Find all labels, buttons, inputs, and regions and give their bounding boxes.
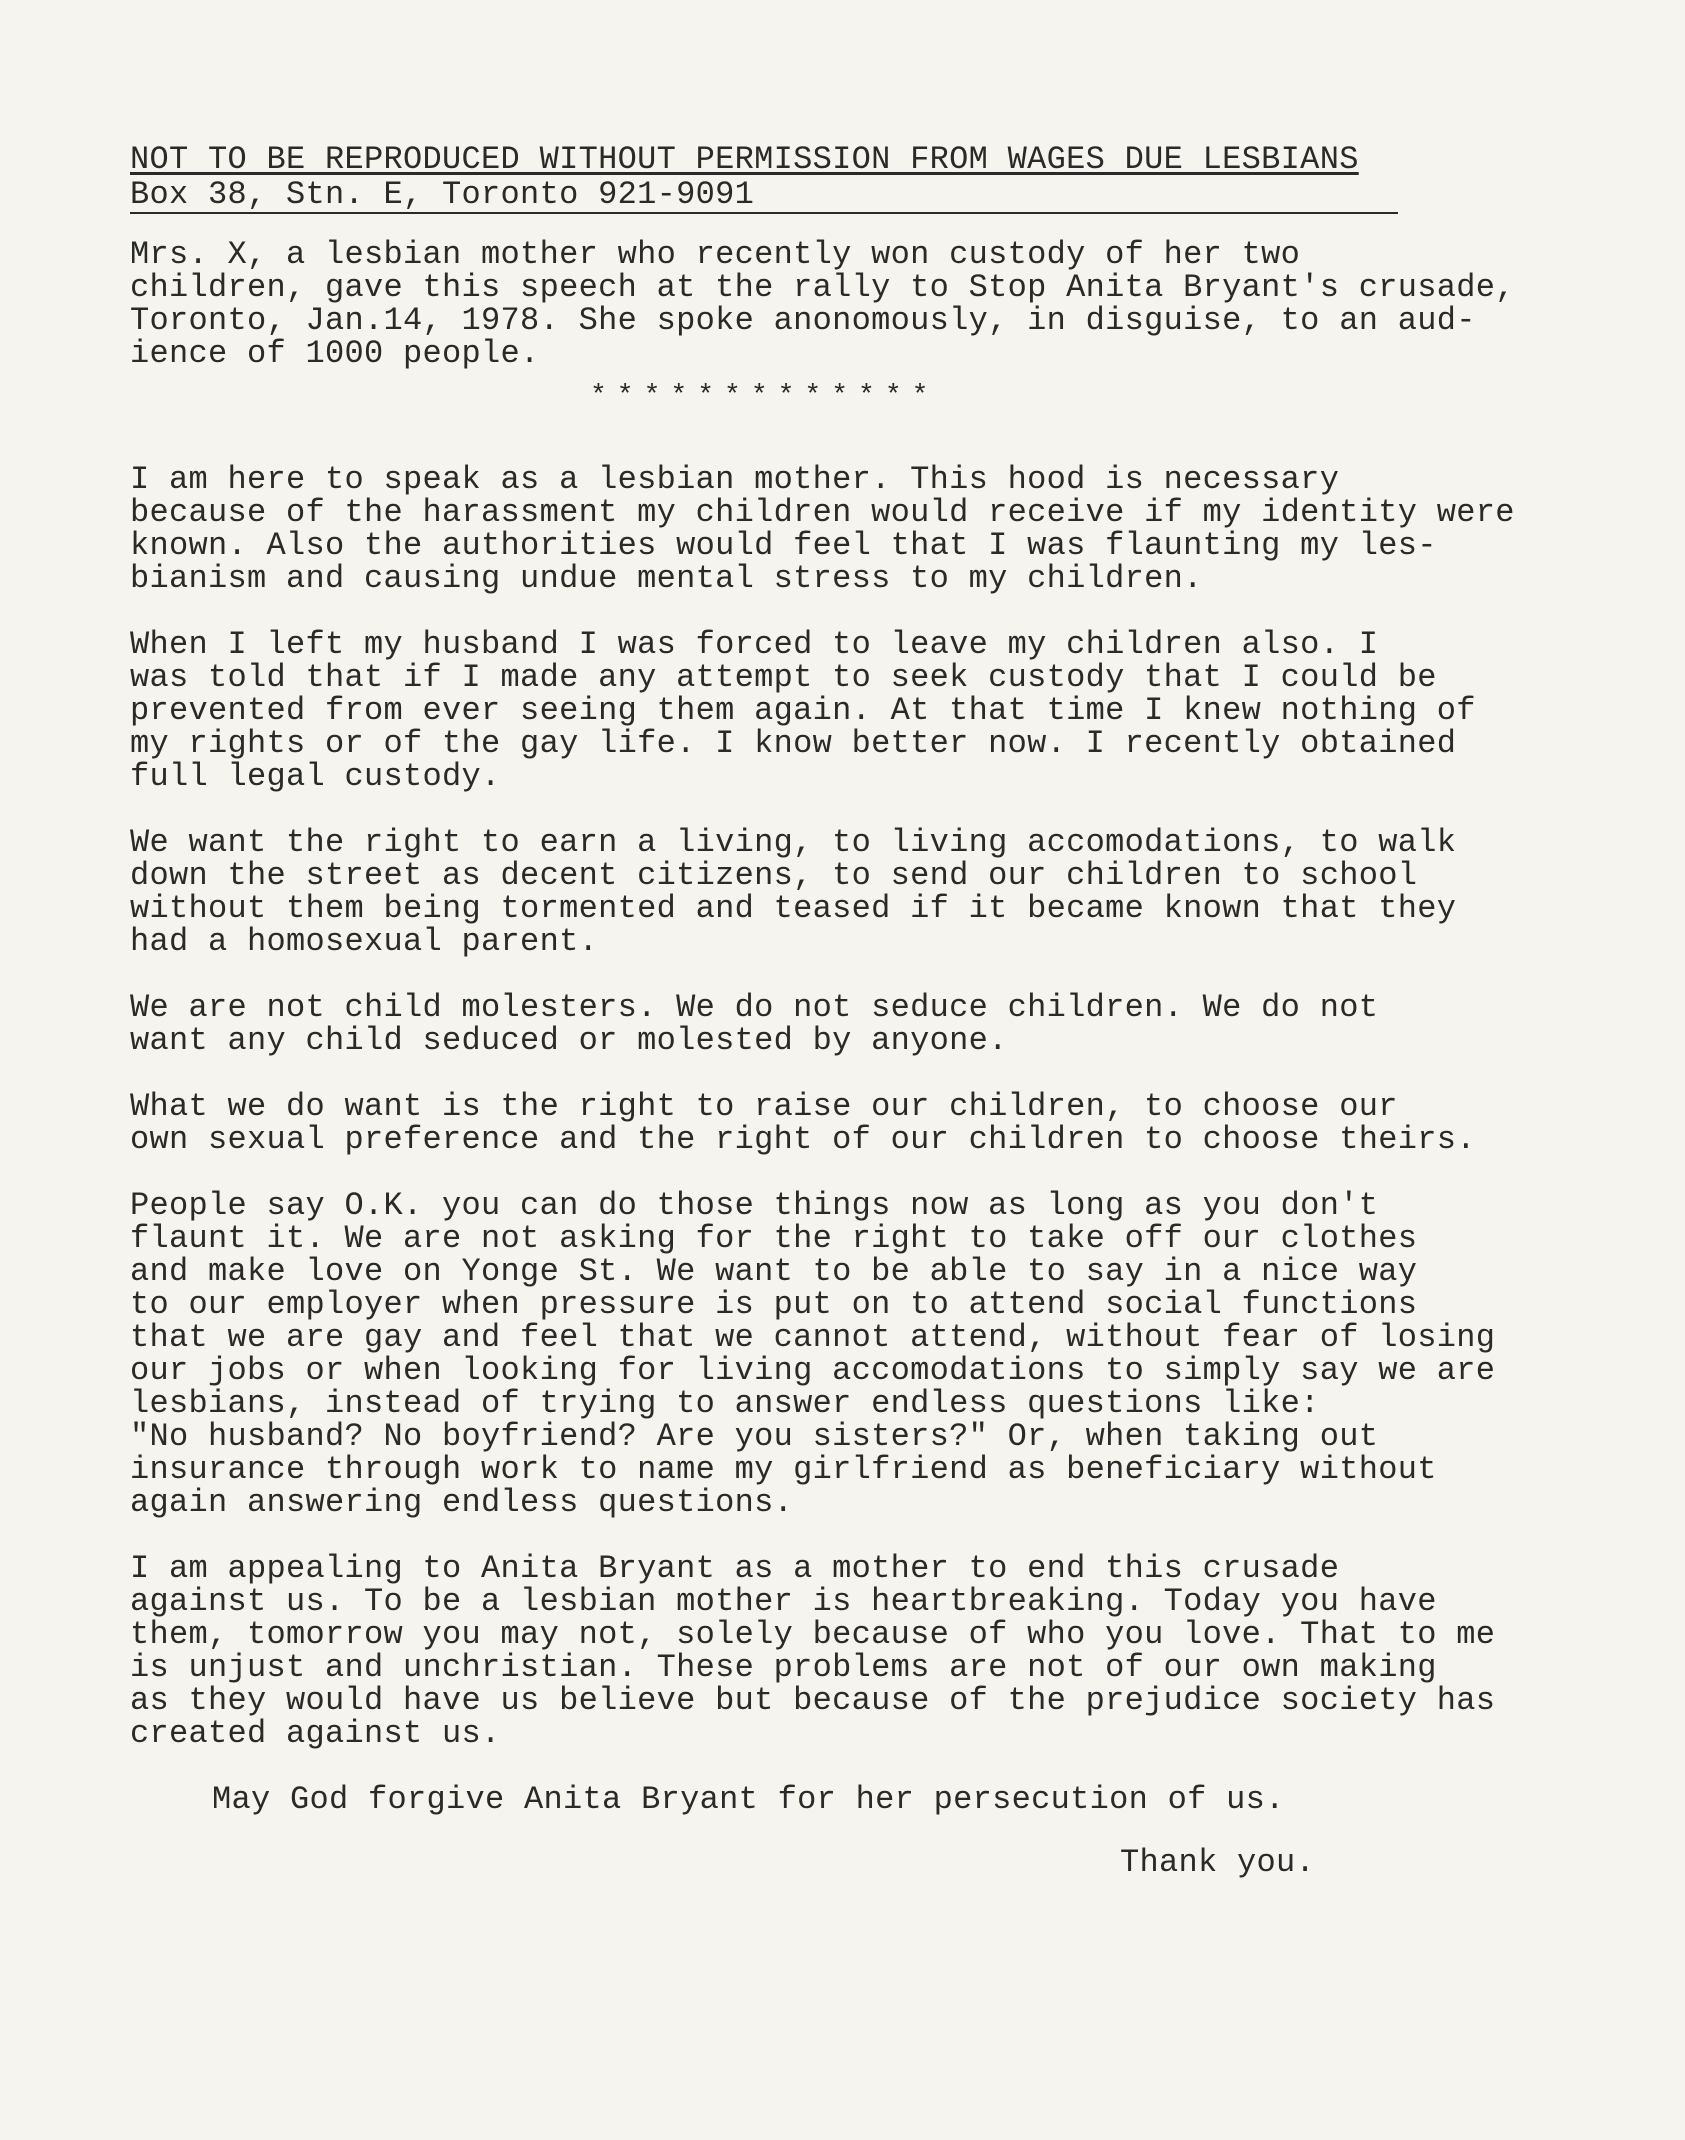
paragraph-flaunt: People say O.K. you can do those things now as long as you don't flaunt it. We are not asking for the right to take off our clothes and make love on Yonge St. We want to be able to say in a nice way to our employer when pressure is put on to attend social functions that we are gay and feel that we cannot attend, without fear of losing our jobs or when looking for living accomodations to simply say we are lesbians, instead of trying to answer endless questions like: "No husband? No boyfriend? Are you sisters?" Or, when taking out insurance through work to name my girlfriend as beneficiary without again answering endless questions. xyxy=(130,1187,1496,1521)
paragraph-custody: When I left my husband I was forced to leave my children also. I was told that if I made any attempt to seek custody that I could be prevented from ever seeing them again. At that time I knew nothing of my rights or of the gay life. I know better now. I recently obtained full legal custody. xyxy=(130,626,1476,795)
reproduction-notice: NOT TO BE REPRODUCED WITHOUT PERMISSION FROM WAGES DUE LESBIANS xyxy=(130,141,1359,178)
header-block xyxy=(130,142,1400,214)
paragraph-not-molesters: We are not child molesters. We do not seduce children. We do not want any child seduced or molested by anyone. xyxy=(130,989,1379,1059)
asterisk-separator: ************* xyxy=(590,381,939,412)
paragraph-hood: I am here to speak as a lesbian mother. This hood is necessary because of the harassment my children would receive if my identity were known. Also the authorities would feel that I was flaunting my les- bianism and causing undue mental stress to my children. xyxy=(130,461,1515,597)
closing-line: May God forgive Anita Bryant for her persecution of us. xyxy=(212,1781,1285,1818)
speech-body xyxy=(130,238,1590,1879)
paragraph-rights: We want the right to earn a living, to living accomodations, to walk down the street as decent citizens, to send our children to school without them being tormented and teased if it became known that they had a homosexual parent. xyxy=(130,824,1457,960)
intro-paragraph: Mrs. X, a lesbian mother who recently won custody of her two children, gave this speech at the rally to Stop Anita Bryant's crusade, Toronto, Jan.14, 1978. She spoke anonomously, in disguise, to an aud- ience of 1000 people. xyxy=(130,236,1515,372)
paragraph-what-we-want: What we do want is the right to raise our children, to choose our own sexual preference and the right of our children to choose theirs. xyxy=(130,1088,1476,1158)
paragraph-appeal: I am appealing to Anita Bryant as a mother to end this crusade against us. To be a lesbian mother is heartbreaking. Today you have them, tomorrow you may not, solely because of who you love. That to me is unjust and unchristian. These problems are not of our own making as they would have us believe but because of the prejudice society has created against us. xyxy=(130,1550,1496,1752)
contact-address: Box 38, Stn. E, Toronto 921-9091 xyxy=(130,178,1398,214)
signoff: Thank you. xyxy=(1120,1844,1316,1881)
